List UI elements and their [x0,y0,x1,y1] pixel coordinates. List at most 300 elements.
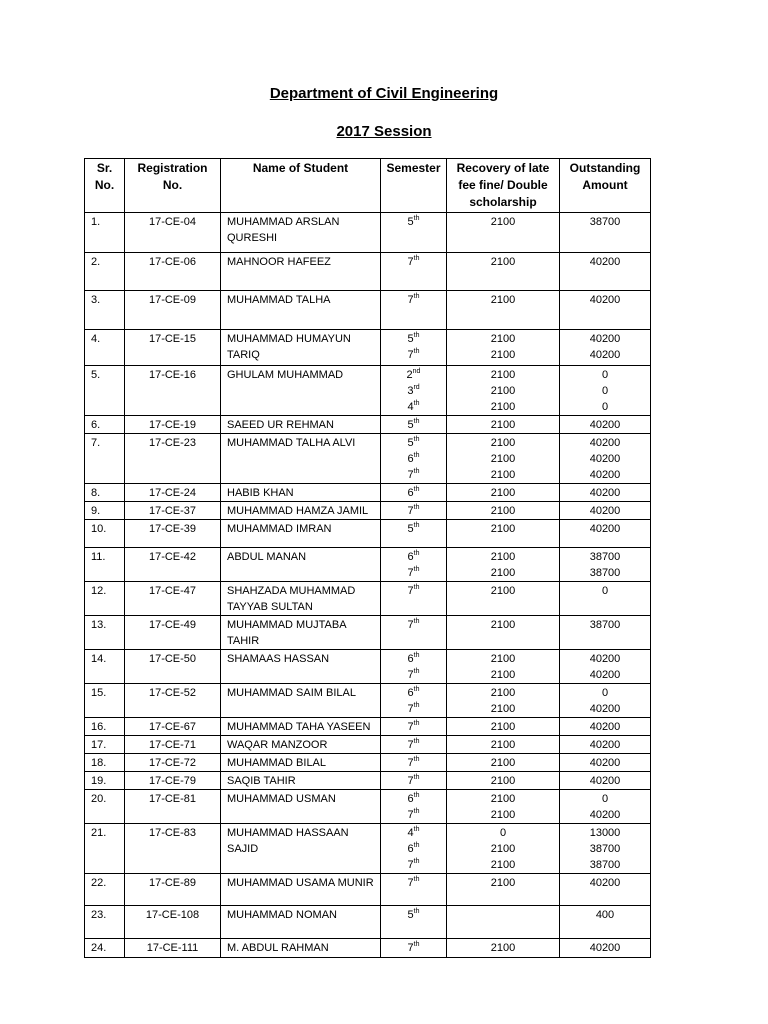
outstanding-value: 40200 [589,453,621,465]
semester-cell [381,253,447,291]
table-row [85,650,651,684]
header-registration-no: Registration No. [125,159,221,213]
table-row [85,718,651,736]
semester-number: 7 [407,703,414,715]
outstanding-value: 40200 [589,505,621,517]
table-row [85,906,651,939]
semester-number: 7 [407,942,414,954]
sr-no-cell: 24. [85,939,125,958]
recovery-cell [447,484,560,502]
recovery-value: 2100 [490,419,516,431]
sr-no-cell: 21. [85,824,125,874]
sr-no-cell: 5. [85,366,125,416]
outstanding-value: 0 [601,401,609,413]
semester-value [381,807,446,823]
header-outstanding-amount: Outstanding Amount [560,159,651,213]
student-name-cell [221,874,381,906]
outstanding-value: 40200 [589,349,621,361]
outstanding-value: 38700 [589,551,621,563]
table-body [85,213,651,958]
table-row [85,684,651,718]
recovery-cell [447,650,560,684]
semester-number: 5 [407,437,414,449]
semester-number: 5 [407,216,414,228]
semester-suffix: th [413,348,420,355]
recovery-value: 2100 [490,721,516,733]
outstanding-value: 0 [601,585,609,597]
registration-no-cell: 17-CE-111 [125,939,221,958]
table-row [85,790,651,824]
semester-value [381,907,446,923]
sr-no-cell: 17. [85,736,125,754]
student-name: MUHAMMAD HAMZA JAMIL [227,505,369,517]
registration-no-cell: 17-CE-15 [125,330,221,366]
semester-suffix: nd [412,368,421,375]
semester-number: 7 [407,567,414,579]
recovery-value: 2100 [490,505,516,517]
student-name: HABIB KHAN [227,487,294,499]
semester-suffix: th [413,550,420,557]
semester-value [381,940,446,956]
table-row [85,874,651,906]
recovery-value: 2100 [490,401,516,413]
semester-suffix: th [413,504,420,511]
registration-no-cell: 17-CE-42 [125,548,221,582]
recovery-cell [447,616,560,650]
semester-suffix: th [413,468,420,475]
student-name: SAEED UR REHMAN [227,419,334,431]
semester-suffix: th [413,876,420,883]
recovery-value: 2100 [490,585,516,597]
header-semester: Semester [381,159,447,213]
student-name: MUHAMMAD TALHA [227,294,331,306]
sr-no-cell: 11. [85,548,125,582]
semester-cell [381,416,447,434]
recovery-value: 2100 [490,551,516,563]
outstanding-value: 40200 [589,256,621,268]
table-row [85,754,651,772]
outstanding-value: 40200 [589,294,621,306]
outstanding-amount-cell [560,330,651,366]
semester-cell [381,874,447,906]
recovery-value: 2100 [490,369,516,381]
semester-suffix: th [413,332,420,339]
semester-number: 7 [407,669,414,681]
registration-no-cell: 17-CE-108 [125,906,221,939]
table-row [85,366,651,416]
sr-no-cell: 16. [85,718,125,736]
semester-value [381,435,446,451]
student-name-cell [221,416,381,434]
outstanding-value: 38700 [589,859,621,871]
semester-suffix: th [413,738,420,745]
semester-cell [381,906,447,939]
table-row [85,484,651,502]
outstanding-amount-cell [560,366,651,416]
recovery-cell [447,906,560,939]
semester-suffix: th [413,774,420,781]
recovery-cell [447,754,560,772]
semester-value [381,667,446,683]
semester-value [381,521,446,537]
outstanding-value: 40200 [589,333,621,345]
recovery-value: 2100 [490,809,516,821]
registration-no-cell: 17-CE-49 [125,616,221,650]
semester-value [381,841,446,857]
recovery-value: 2100 [490,469,516,481]
outstanding-value: 40200 [589,523,621,535]
semester-cell [381,582,447,616]
outstanding-amount-cell [560,616,651,650]
student-name: SHAHZADA MUHAMMAD TAYYAB SULTAN [227,585,356,613]
recovery-value: 2100 [490,859,516,871]
student-name-cell [221,366,381,416]
semester-number: 5 [407,419,414,431]
semester-cell [381,502,447,520]
registration-no-cell: 17-CE-79 [125,772,221,790]
outstanding-value: 40200 [589,877,621,889]
semester-number: 3 [407,385,414,397]
student-name-cell [221,616,381,650]
outstanding-amount-cell [560,291,651,330]
recovery-cell [447,330,560,366]
student-name-cell [221,484,381,502]
outstanding-value: 0 [601,793,609,805]
table-header-row [85,159,651,213]
semester-value [381,651,446,667]
semester-value [381,685,446,701]
recovery-cell [447,874,560,906]
outstanding-amount-cell [560,416,651,434]
registration-no-cell: 17-CE-37 [125,502,221,520]
outstanding-amount-cell [560,502,651,520]
outstanding-value: 40200 [589,809,621,821]
semester-number: 4 [407,401,414,413]
outstanding-amount-cell [560,520,651,548]
document-title: Department of Civil Engineering [269,85,499,102]
sr-no-cell: 10. [85,520,125,548]
semester-cell [381,366,447,416]
registration-no-cell: 17-CE-24 [125,484,221,502]
semester-cell [381,330,447,366]
semester-value [381,719,446,735]
registration-no-cell: 17-CE-23 [125,434,221,484]
semester-cell [381,484,447,502]
outstanding-value: 400 [595,909,615,921]
recovery-cell [447,291,560,330]
student-name: MUHAMMAD MUJTABA TAHIR [227,619,346,647]
sr-no-cell: 23. [85,906,125,939]
semester-number: 5 [407,909,414,921]
student-name-cell [221,684,381,718]
semester-number: 7 [407,739,414,751]
header-recovery: Recovery of late fee fine/ Double scholarship [447,159,560,213]
semester-value [381,825,446,841]
student-name: MUHAMMAD TALHA ALVI [227,437,356,449]
recovery-cell [447,253,560,291]
outstanding-value: 40200 [589,703,621,715]
semester-value [381,292,446,308]
semester-cell [381,616,447,650]
semester-value [381,331,446,347]
sr-no-cell: 7. [85,434,125,484]
recovery-value: 2100 [490,843,516,855]
table-row [85,520,651,548]
outstanding-amount-cell [560,484,651,502]
table-row [85,939,651,958]
registration-no-cell: 17-CE-39 [125,520,221,548]
semester-suffix: th [413,652,420,659]
student-fee-table [84,158,651,958]
semester-suffix: rd [413,384,420,391]
recovery-cell [447,772,560,790]
semester-cell [381,434,447,484]
semester-number: 6 [407,453,414,465]
outstanding-value: 40200 [589,757,621,769]
semester-suffix: th [413,452,420,459]
semester-cell [381,824,447,874]
semester-number: 6 [407,487,414,499]
semester-number: 5 [407,523,414,535]
recovery-cell [447,502,560,520]
student-name-cell [221,330,381,366]
recovery-cell [447,416,560,434]
semester-cell [381,548,447,582]
semester-value [381,383,446,399]
table-row [85,616,651,650]
recovery-value [447,907,559,923]
semester-number: 2 [406,369,413,381]
sr-no-cell: 3. [85,291,125,330]
registration-no-cell: 17-CE-89 [125,874,221,906]
semester-suffix: th [413,584,420,591]
recovery-value: 2100 [490,216,516,228]
recovery-cell [447,582,560,616]
sr-no-cell: 1. [85,213,125,253]
outstanding-value: 40200 [589,469,621,481]
semester-suffix: th [413,486,420,493]
student-name: SHAMAAS HASSAN [227,653,330,665]
student-name-cell [221,650,381,684]
sr-no-cell: 8. [85,484,125,502]
semester-suffix: th [413,418,420,425]
student-name: MUHAMMAD USMAN [227,793,336,805]
recovery-cell [447,824,560,874]
recovery-value: 2100 [490,687,516,699]
semester-cell [381,754,447,772]
recovery-value: 2100 [490,619,516,631]
outstanding-value: 38700 [589,567,621,579]
semester-cell [381,684,447,718]
semester-suffix: th [413,792,420,799]
outstanding-value: 38700 [589,843,621,855]
semester-value [381,485,446,501]
semester-value [381,583,446,599]
sr-no-cell: 12. [85,582,125,616]
sr-no-cell: 14. [85,650,125,684]
semester-cell [381,291,447,330]
sr-no-cell: 19. [85,772,125,790]
table-row [85,416,651,434]
semester-cell [381,213,447,253]
semester-value [381,451,446,467]
recovery-value: 2100 [490,256,516,268]
registration-no-cell: 17-CE-81 [125,790,221,824]
semester-value [381,857,446,873]
outstanding-amount-cell [560,434,651,484]
recovery-value: 2100 [490,487,516,499]
outstanding-value: 40200 [589,669,621,681]
recovery-value: 2100 [490,942,516,954]
table-row [85,772,651,790]
outstanding-amount-cell [560,736,651,754]
semester-suffix: th [413,941,420,948]
semester-value [381,617,446,633]
outstanding-amount-cell [560,548,651,582]
student-name: MUHAMMAD ARSLAN QURESHI [227,216,340,244]
student-name-cell [221,502,381,520]
recovery-value: 2100 [490,877,516,889]
recovery-cell [447,718,560,736]
student-name: M. ABDUL RAHMAN [227,942,329,954]
semester-suffix: th [413,215,420,222]
outstanding-value: 38700 [589,619,621,631]
recovery-value: 2100 [490,653,516,665]
recovery-value: 2100 [490,333,516,345]
recovery-value: 2100 [490,437,516,449]
student-name-cell [221,434,381,484]
student-name: MUHAMMAD HASSAAN SAJID [227,827,349,855]
sr-no-cell: 13. [85,616,125,650]
student-name: WAQAR MANZOOR [227,739,328,751]
semester-suffix: th [413,436,420,443]
recovery-value: 2100 [490,793,516,805]
registration-no-cell: 17-CE-50 [125,650,221,684]
recovery-cell [447,434,560,484]
outstanding-amount-cell [560,790,651,824]
outstanding-amount-cell [560,754,651,772]
semester-suffix: th [413,566,420,573]
semester-value [381,549,446,565]
recovery-value: 2100 [490,739,516,751]
recovery-value: 2100 [490,385,516,397]
header-sr-no: Sr. No. [85,159,125,213]
table-row [85,213,651,253]
header-student-name: Name of Student [221,159,381,213]
semester-cell [381,736,447,754]
outstanding-value: 40200 [589,487,621,499]
semester-suffix: th [413,908,420,915]
semester-cell [381,520,447,548]
outstanding-amount-cell [560,824,651,874]
semester-value [381,565,446,581]
sr-no-cell: 22. [85,874,125,906]
recovery-value: 2100 [490,294,516,306]
recovery-cell [447,684,560,718]
semester-value [381,773,446,789]
semester-value [381,417,446,433]
outstanding-amount-cell [560,772,651,790]
student-name: MUHAMMAD NOMAN [227,909,337,921]
outstanding-value: 40200 [589,437,621,449]
student-name: MUHAMMAD USAMA MUNIR [227,877,374,889]
outstanding-value: 40200 [589,942,621,954]
semester-number: 6 [407,793,414,805]
semester-cell [381,718,447,736]
table-row [85,548,651,582]
recovery-value: 2100 [490,567,516,579]
outstanding-value: 40200 [589,419,621,431]
student-name-cell [221,754,381,772]
semester-cell [381,650,447,684]
student-name: MUHAMMAD SAIM BILAL [227,687,356,699]
recovery-cell [447,548,560,582]
sr-no-cell: 4. [85,330,125,366]
semester-suffix: th [413,618,420,625]
semester-number: 7 [407,256,414,268]
semester-suffix: th [413,826,420,833]
semester-number: 7 [407,585,414,597]
sr-no-cell: 15. [85,684,125,718]
semester-cell [381,939,447,958]
student-name: GHULAM MUHAMMAD [227,369,344,381]
outstanding-amount-cell [560,582,651,616]
outstanding-value: 0 [601,369,609,381]
student-name-cell [221,736,381,754]
semester-suffix: th [413,808,420,815]
student-name: MAHNOOR HAFEEZ [227,256,331,268]
recovery-cell [447,736,560,754]
semester-cell [381,790,447,824]
semester-number: 7 [407,294,414,306]
semester-number: 7 [407,809,414,821]
recovery-value: 2100 [490,669,516,681]
sr-no-cell: 2. [85,253,125,291]
recovery-value: 2100 [490,757,516,769]
semester-suffix: th [413,668,420,675]
student-name-cell [221,718,381,736]
student-name: MUHAMMAD TAHA YASEEN [227,721,371,733]
semester-number: 5 [407,333,414,345]
recovery-value: 2100 [490,523,516,535]
semester-value [381,755,446,771]
recovery-cell [447,790,560,824]
student-name-cell [221,824,381,874]
student-name: SAQIB TAHIR [227,775,296,787]
student-name-cell [221,548,381,582]
semester-suffix: th [413,842,420,849]
outstanding-amount-cell [560,213,651,253]
student-name-cell [221,520,381,548]
semester-number: 6 [407,687,414,699]
recovery-cell [447,366,560,416]
outstanding-value: 0 [601,687,609,699]
student-name: MUHAMMAD BILAL [227,757,327,769]
outstanding-amount-cell [560,939,651,958]
semester-value [381,791,446,807]
semester-value [381,503,446,519]
outstanding-amount-cell [560,718,651,736]
table-row [85,736,651,754]
registration-no-cell: 17-CE-09 [125,291,221,330]
registration-no-cell: 17-CE-47 [125,582,221,616]
recovery-value: 2100 [490,453,516,465]
outstanding-value: 40200 [589,739,621,751]
student-name-cell [221,291,381,330]
student-name: MUHAMMAD IMRAN [227,523,332,535]
outstanding-value: 38700 [589,216,621,228]
outstanding-value: 40200 [589,653,621,665]
